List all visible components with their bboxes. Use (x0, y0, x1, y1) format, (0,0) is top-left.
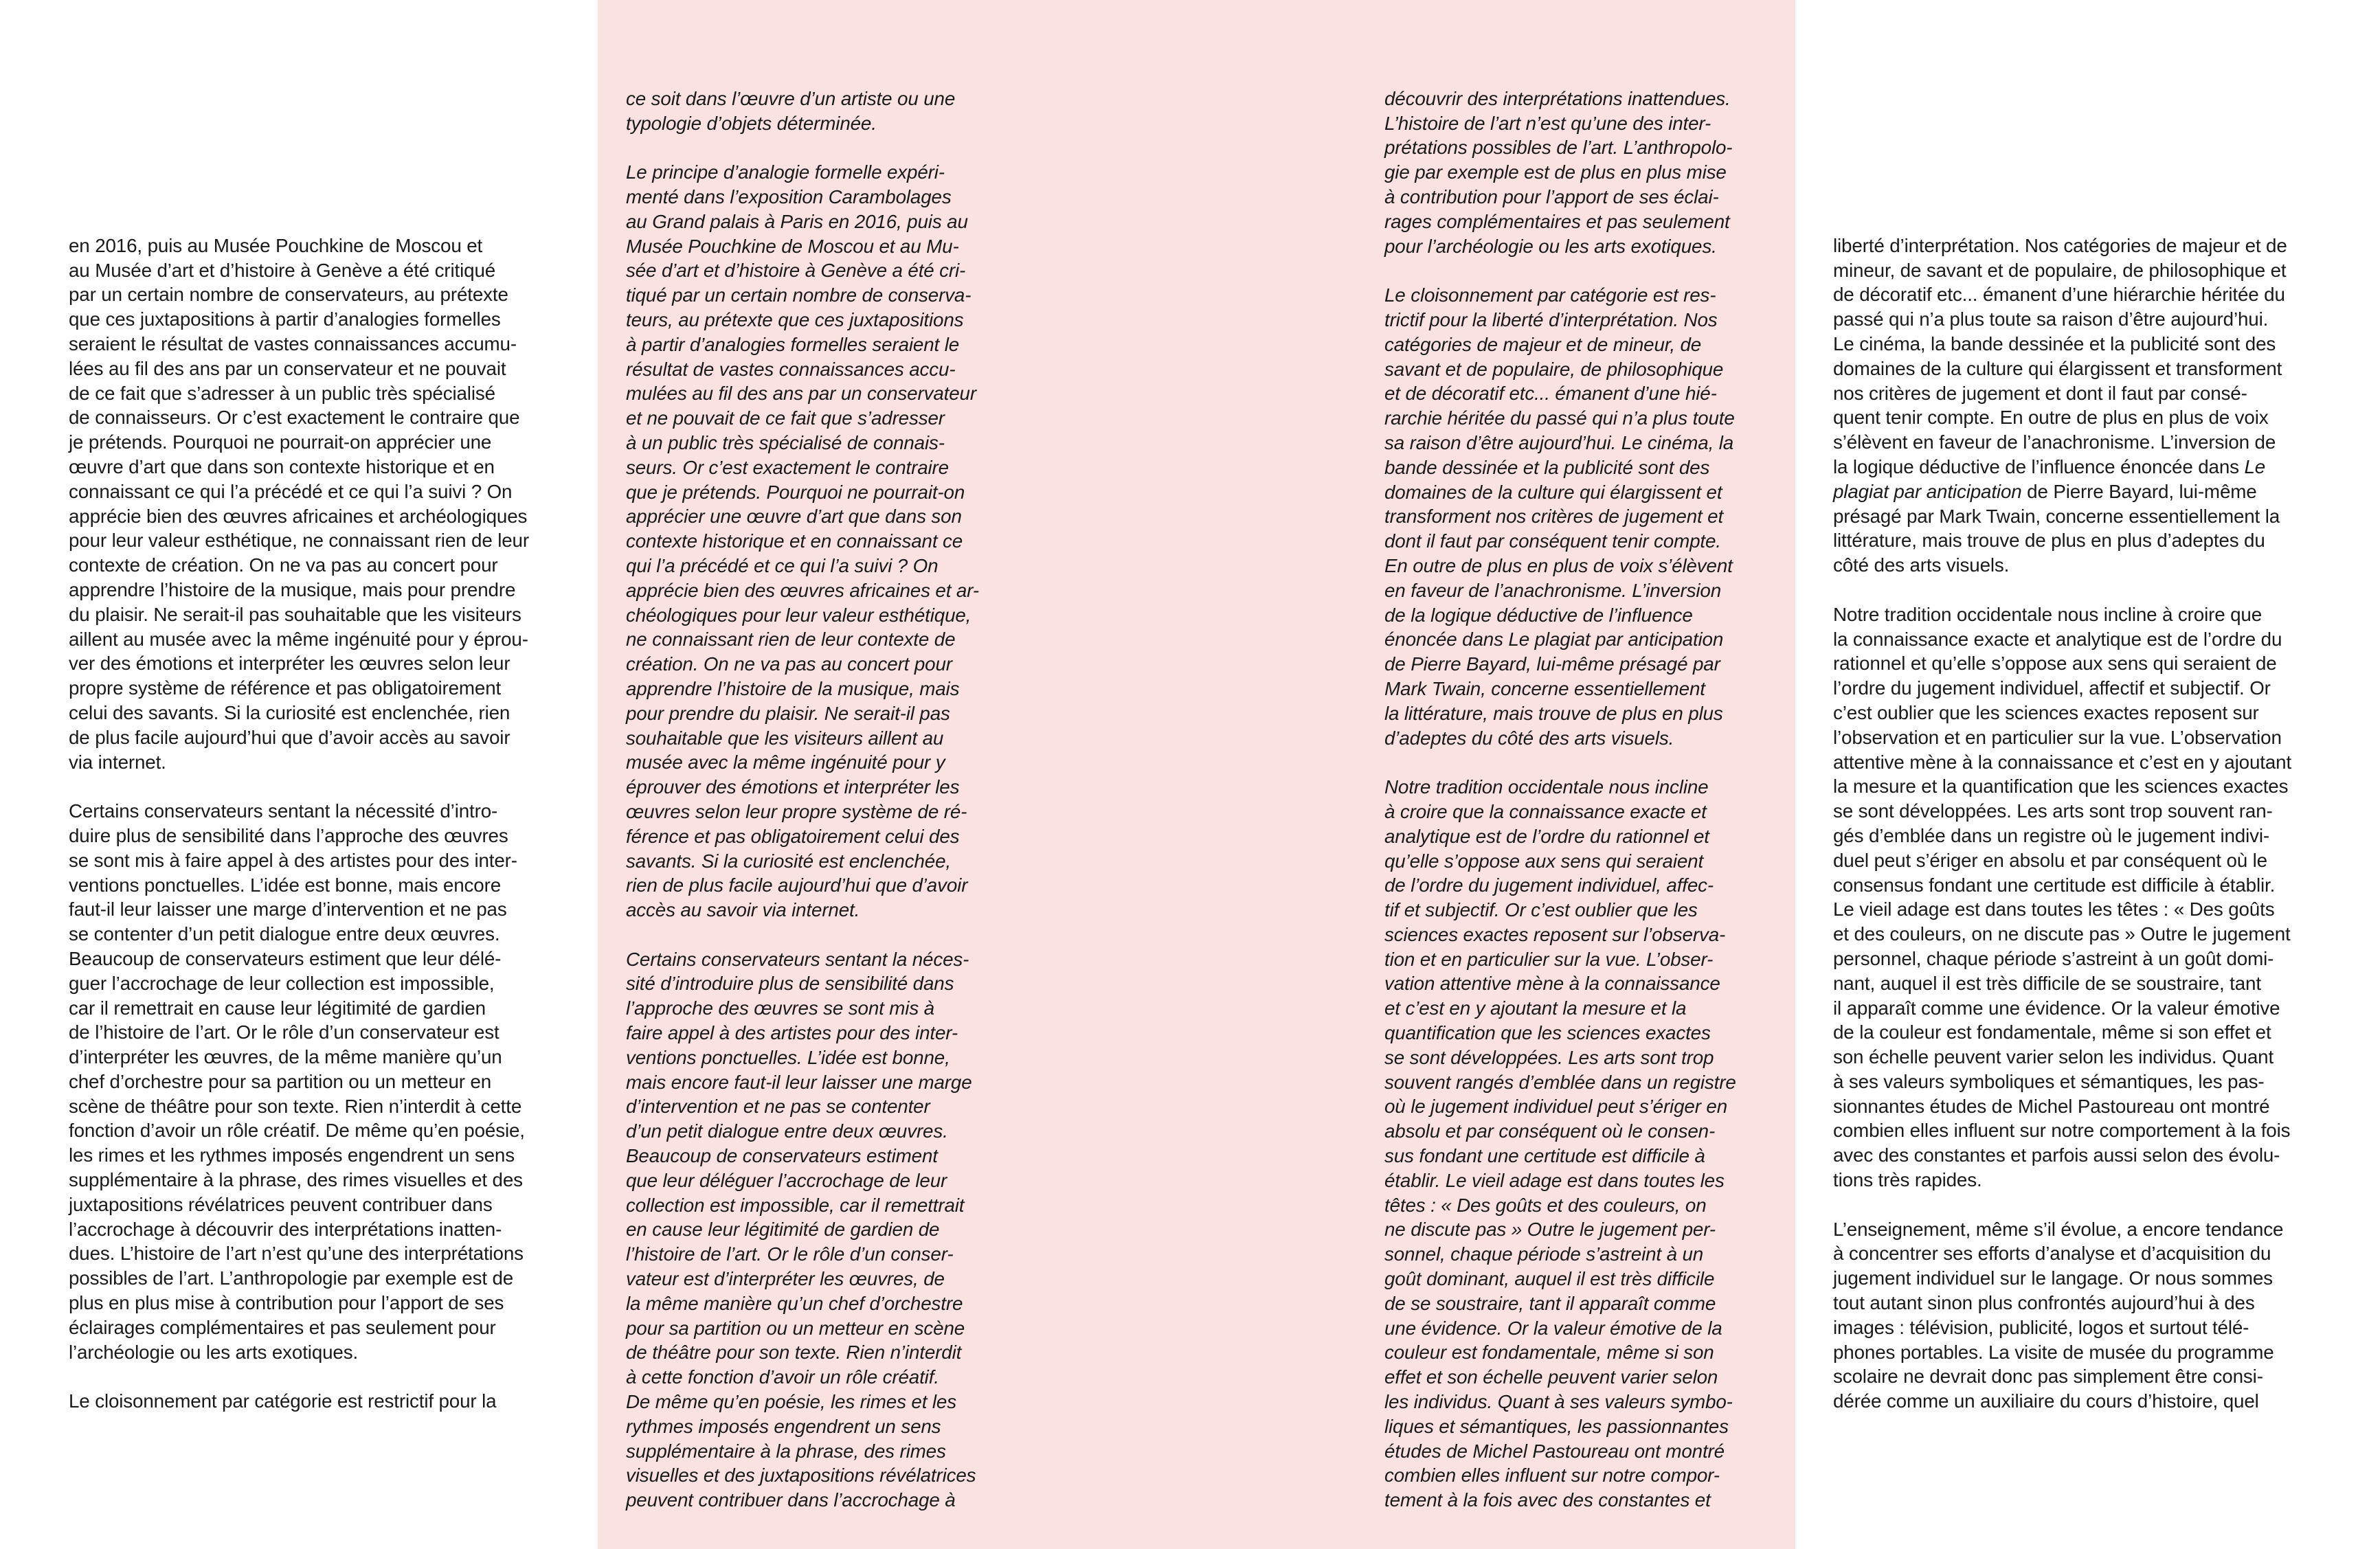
col4-paragraph-2: Notre tradition occidentale nous incline à croire que la connaissance exacte et analytique est de l’ordre du rationnel et qu’elle s’oppose aux sens qui seraient de l’ordre du jugement individuel, affectif et subjectif. Or c’est oublier que les sciences exactes reposent sur l’observation et en particulier sur la vue. L’observation attentive mène à la connaissance et c’est en y ajoutant la mesure et la quantification que les sciences exactes se sont développées. Les arts sont trop souvent ran- gés d’emblée dans un registre où le jugement indivi- duel peut s’ériger en absolu et par conséquent où le consensus fondant une certitude est difficile à établir. Le vieil adage est dans toutes les têtes : « Des goûts et des couleurs, on ne discute pas » Outre le jugement personnel, chaque période s’astreint à un goût domi- nant, auquel il est très difficile de se soustraire, tant il apparaît comme une évidence. Or la valeur émotive de la couleur est fondamentale, même si son effet et son échelle peuvent varier selon les individus. Quant à ses valeurs symboliques et sémantiques, les pas- sionnantes études de Michel Pastoureau ont montré combien elles influent sur notre comportement à la fois avec des constantes et parfois aussi selon des évolu- tions très rapides. (1833, 603, 2292, 1191)
column-4-text (1833, 209, 2342, 1438)
col2-paragraph-1: ce soit dans l’œuvre d’un artiste ou une typologie d’objets déterminée. (626, 87, 956, 134)
book-title-plagiat: Le plagiat par anticipation (1833, 455, 2266, 502)
col3-paragraph-3: Notre tradition occidentale nous incline à croire que la connaissance exacte et analytique est de l’ordre du rationnel et qu’elle s’oppose aux sens qui seraient de l’ordre du jugement individuel, affec- tif et subjectif. Or c’est oublier que les sciences exactes reposent sur l’observa- tion et en particulier sur la vue. L’obser- vation attentive mène à la connaissance et c’est en y ajoutant la mesure et la quantification que les sciences exactes se sont développées. Les arts sont trop souvent rangés d’emblée dans un registre où le jugement individuel peut s’ériger en absolu et par conséquent où le consen- sus fondant une certitude est difficile à établir. Le vieil adage est dans toutes les têtes : « Des goûts et des couleurs, on ne discute pas » Outre le jugement per- sonnel, chaque période s’astreint à un goût dominant, auquel il est très difficile de se soustraire, tant il apparaît comme une évidence. Or la valeur émotive de la couleur est fondamentale, même si son effet et son échelle peuvent varier selon les individus. Quant à ses valeurs symbo- liques et sémantiques, les passionnantes études de Michel Pastoureau ont montré combien elles influent sur notre compor- tement à la fois avec des constantes et (1384, 776, 1736, 1511)
col2-paragraph-3: Certains conservateurs sentant la néces- sité d’introduire plus de sensibilité dans l’approche des œuvres se sont mis à faire appel à des artistes pour des inter- ventions ponctuelles. L’idée est bonne, mais encore faut-il leur laisser une marge d’intervention et ne pas se contenter d’un petit dialogue entre deux œuvres. Beaucoup de conservateurs estiment que leur déléguer l’accrochage de leur collection est impossible, car il remettrait en cause leur légitimité de gardien de l’histoire de l’art. Or le rôle d’un conser- vateur est d’interpréter les œuvres, de la même manière qu’un chef d’orchestre pour sa partition ou un metteur en scène de théâtre pour son texte. Rien n’interdit à cette fonction d’avoir un rôle créatif. De même qu’en poésie, les rimes et les rythmes imposés engendrent un sens supplémentaire à la phrase, des rimes visuelles et des juxtapositions révélatrices peuvent contribuer dans l’accrochage à (626, 948, 976, 1511)
column-3-italic-text (1384, 62, 1783, 1537)
col4-paragraph-1 (1833, 234, 2342, 578)
col4-paragraph-3: L’enseignement, même s’il évolue, a encore tendance à concentrer ses efforts d’analyse et d’acquisition du jugement individuel sur le langage. Or nous sommes tout autant sinon plus confrontés aujourd’hui à des images : télévision, publicité, logos et surtout télé- phones portables. La visite de musée du programme scolaire ne devrait donc pas simplement être consi- dérée comme un auxiliaire du cours d’histoire, quel (1833, 1218, 2284, 1412)
col4-p1-text-before: liberté d’interprétation. Nos catégories de majeur et de mineur, de savant et de populaire, de philosophique et de décoratif etc... émanent d’une hiérarchie héritée du passé qui n’a plus toute sa raison d’être aujourd’hui. Le cinéma, la bande dessinée et la publicité sont des domaines de la culture qui élargissent et transforment nos critères de jugement et dont il faut par consé- quent tenir compte. En outre de plus en plus de voix s’élèvent en faveur de l’anachronisme. L’inversion de la logique déductive de l’influence énoncée dans (1833, 234, 2287, 477)
column-2-italic-text (626, 62, 1038, 1537)
col1-paragraph-3: Le cloisonnement par catégorie est restrictif pour la (69, 1390, 497, 1412)
col2-paragraph-2: Le principe d’analogie formelle expéri- menté dans l’exposition Carambolages au Grand palais à Paris en 2016, puis au Musée Pouchkine de Moscou et au Mu- sée d’art et d’histoire à Genève a été cri- tiqué par un certain nombre de conserva- teurs, au prétexte que ces juxtapositions à partir d’analogies formelles seraient le résultat de vastes connaissances accu- mulées au fil des ans par un conservateur et ne pouvait de ce fait que s’adresser à un public très spécialisé de connais- seurs. Or c’est exactement le contraire que je prétends. Pourquoi ne pourrait-on apprécier une œuvre d’art que dans son contexte historique et en connaissant ce qui l’a précédé et ce qui l’a suivi ? On apprécie bien des œuvres africaines et ar- chéologiques pour leur valeur esthétique, ne connaissant rien de leur contexte de création. On ne va pas au concert pour apprendre l’histoire de la musique, mais pour prendre du plaisir. Ne serait-il pas souhaitable que les visiteurs aillent au musée avec la même ingénuité pour y éprouver des émotions et interpréter les œuvres selon leur propre système de ré- férence et pas obligatoirement celui des savants. Si la curiosité est enclenchée, rien de plus facile aujourd’hui que d’avoir accès au savoir via internet. (626, 161, 979, 921)
col3-paragraph-1: découvrir des interprétations inattendues. L’histoire de l’art n’est qu’une des inter- prétations possibles de l’art. L’anthropolo- gie par exemple est de plus en plus mise à contribution pour l’apport de ses éclai- rages complémentaires et pas seulement pour l’archéologie ou les arts exotiques. (1384, 87, 1733, 257)
column-1-text (69, 209, 577, 1438)
col1-paragraph-2: Certains conservateurs sentant la nécessité d’intro- duire plus de sensibilité dans l’approche des œuvres se sont mis à faire appel à des artistes pour des inter- ventions ponctuelles. L’idée est bonne, mais encore faut-il leur laisser une marge d’intervention et ne pas se contenter d’un petit dialogue entre deux œuvres. Beaucoup de conservateurs estiment que leur délé- guer l’accrochage de leur collection est impossible, car il remettrait en cause leur légitimité de gardien de l’histoire de l’art. Or le rôle d’un conservateur est d’interpréter les œuvres, de la même manière qu’un chef d’orchestre pour sa partition ou un metteur en scène de théâtre pour son texte. Rien n’interdit à cette fonction d’avoir un rôle créatif. De même qu’en poésie, les rimes et les rythmes imposés engendrent un sens supplémentaire à la phrase, des rimes visuelles et des juxtapositions révélatrices peuvent contribuer dans l’accrochage à découvrir des interprétations inatten- dues. L’histoire de l’art n’est qu’une des interprétations possibles de l’art. L’anthropologie par exemple est de plus en plus mise à contribution pour l’apport de ses éclairages complémentaires et pas seulement pour l’archéologie ou les arts exotiques. (69, 800, 525, 1363)
col1-paragraph-1: en 2016, puis au Musée Pouchkine de Moscou et au Musée d’art et d’histoire à Genève a été critiqué par un certain nombre de conservateurs, au prétexte que ces juxtapositions à partir d’analogies formelles seraient le résultat de vastes connaissances accumu- lées au fil des ans par un conservateur et ne pouvait de ce fait que s’adresser à un public très spécialisé de connaisseurs. Or c’est exactement le contraire que je prétends. Pourquoi ne pourrait-on apprécier une œuvre d’art que dans son contexte historique et en connaissant ce qui l’a précédé et ce qui l’a suivi ? On apprécie bien des œuvres africaines et archéologiques pour leur valeur esthétique, ne connaissant rien de leur contexte de création. On ne va pas au concert pour apprendre l’histoire de la musique, mais pour prendre du plaisir. Ne serait-il pas souhaitable que les visiteurs aillent au musée avec la même ingénuité pour y éprou- ver des émotions et interpréter les œuvres selon leur propre système de référence et pas obligatoirement celui des savants. Si la curiosité est enclenchée, rien de plus facile aujourd’hui que d’avoir accès au savoir via internet. (69, 234, 529, 773)
col4-p1-text-after: de Pierre Bayard, lui-même présagé par Mark Twain, concerne essentiellement la littérature, mais trouve de plus en plus d’adeptes du côté des arts visuels. (1833, 480, 2280, 576)
col3-paragraph-2: Le cloisonnement par catégorie est res- trictif pour la liberté d’interprétation. Nos catégories de majeur et de mineur, de savant et de populaire, de philosophique et de décoratif etc... émanent d’une hié- rarchie héritée du passé qui n’a plus toute sa raison d’être aujourd’hui. Le cinéma, la bande dessinée et la publicité sont des domaines de la culture qui élargissent et transforment nos critères de jugement et dont il faut par conséquent tenir compte. En outre de plus en plus de voix s’élèvent en faveur de l’anachronisme. L’inversion de la logique déductive de l’influence énoncée dans Le plagiat par anticipation de Pierre Bayard, lui-même présagé par Mark Twain, concerne essentiellement la littérature, mais trouve de plus en plus d’adeptes du côté des arts visuels. (1384, 284, 1735, 749)
